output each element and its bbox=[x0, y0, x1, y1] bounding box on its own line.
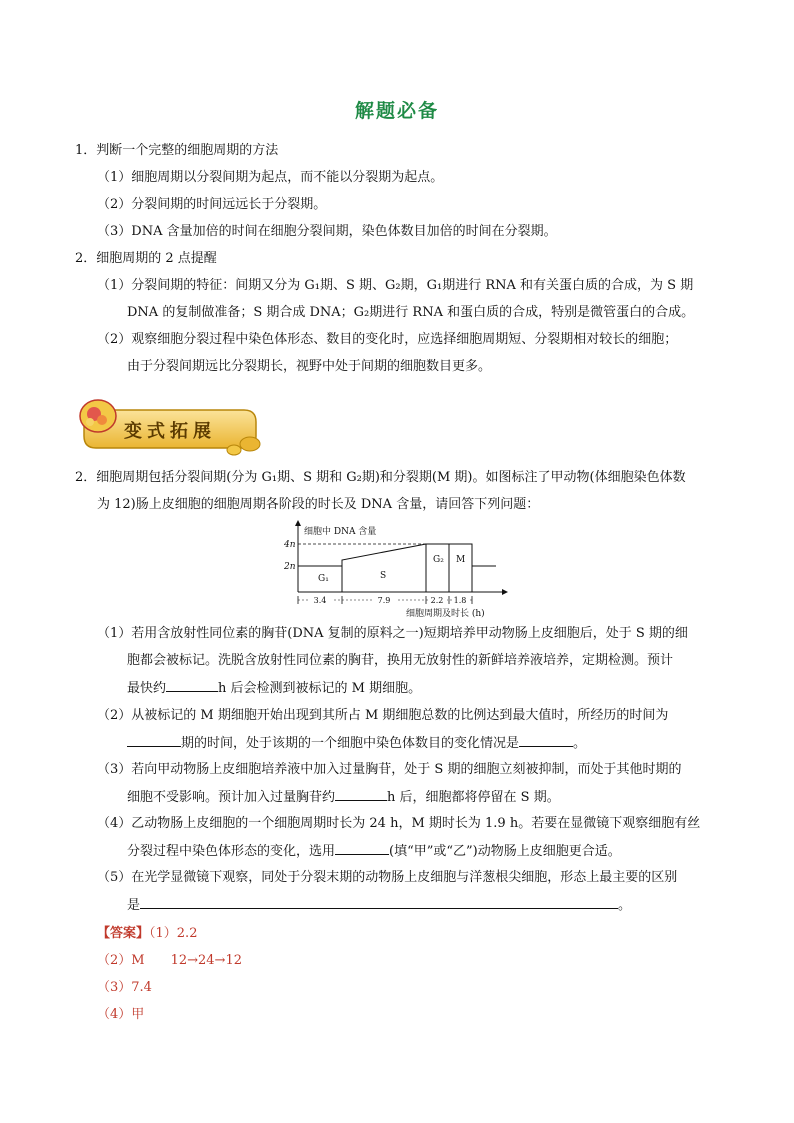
answer-blank-2a[interactable] bbox=[127, 734, 181, 747]
answer-2: （2）M 12→24→12 bbox=[97, 953, 242, 968]
method-heading: 1．判断一个完整的细胞周期的方法 bbox=[75, 143, 279, 158]
y-tick-2n: 2n bbox=[284, 562, 296, 572]
answer-blank-4[interactable] bbox=[335, 842, 389, 855]
duration-g1: 3.4 bbox=[313, 596, 327, 605]
reminder-1-line-1: （1）分裂间期的特征：间期又分为 G₁期、S 期、G₂期，G₁期进行 RNA 和有关蛋白质的合成，为 S 期 bbox=[97, 278, 694, 293]
phase-label-m: M bbox=[456, 555, 466, 565]
badge-label: 变式拓展 bbox=[124, 421, 216, 442]
sub1-line-1: （1）若用含放射性同位素的胸苷(DNA 复制的原料之一)短期培养甲动物肠上皮细胞后，处于 S 期的细 bbox=[97, 626, 688, 641]
sub4-line-2: 分裂过程中染色体形态的变化，选用 (填“甲”或“乙”)动物肠上皮细胞更合适。 bbox=[127, 844, 621, 859]
phase-label-g1: G₁ bbox=[318, 574, 329, 584]
sub3-line-2: 细胞不受影响。预计加入过量胸苷约 h 后，细胞都将停留在 S 期。 bbox=[127, 790, 560, 805]
page-title: 解题必备 bbox=[354, 100, 439, 122]
answer-blank-2b[interactable] bbox=[519, 734, 573, 747]
method-point-3: （3）DNA 含量加倍的时间在细胞分裂间期，染色体数目加倍的时间在分裂期。 bbox=[97, 224, 557, 239]
reminder-2-line-1: （2）观察细胞分裂过程中染色体形态、数目的变化时，应选择细胞周期短、分裂期相对较长的细胞； bbox=[97, 332, 678, 347]
figure-xlabel: 细胞周期及时长 (h) bbox=[406, 609, 485, 619]
question-intro-line-2: 为 12)肠上皮细胞的细胞周期各阶段的时长及 DNA 含量，请回答下列问题： bbox=[97, 497, 540, 512]
sub1-line-2: 胞都会被标记。洗脱含放射性同位素的胸苷，换用无放射性的新鲜培养液培养，定期检测。预计 bbox=[127, 653, 674, 668]
badge-ornament-icon bbox=[74, 392, 264, 464]
sub2-line-1: （2）从被标记的 M 期细胞开始出现到其所占 M 期细胞总数的比例达到最大值时，所经历的时间为 bbox=[97, 708, 669, 723]
answer-label: 【答案】 bbox=[97, 926, 150, 941]
duration-m: 1.8 bbox=[453, 596, 467, 605]
dna-content-line bbox=[298, 544, 496, 566]
y-axis-arrow-icon bbox=[295, 520, 301, 526]
answer-blank-3[interactable] bbox=[335, 788, 387, 801]
reminder-1-line-2: DNA 的复制做准备；S 期合成 DNA；G₂期进行 RNA 和蛋白质的合成，特别是微管蛋白的合成。 bbox=[127, 305, 695, 320]
variant-extension-badge bbox=[74, 392, 264, 464]
figure-ylabel: 细胞中 DNA 含量 bbox=[304, 527, 377, 537]
answer-blank-5[interactable] bbox=[140, 896, 618, 909]
reminder-heading: 2．细胞周期的 2 点提醒 bbox=[75, 251, 217, 266]
method-point-1: （1）细胞周期以分裂间期为起点，而不能以分裂期为起点。 bbox=[97, 170, 444, 185]
reminder-2-line-2: 由于分裂间期远比分裂期长，视野中处于间期的细胞数目更多。 bbox=[127, 359, 492, 374]
answer-3: （3）7.4 bbox=[97, 980, 152, 995]
answer-1: （1）2.2 bbox=[149, 926, 198, 941]
phase-label-g2: G₂ bbox=[433, 555, 444, 565]
sub5-line-1: （5）在光学显微镜下观察，同处于分裂末期的动物肠上皮细胞与洋葱根尖细胞，形态上最主要的区别 bbox=[97, 870, 678, 885]
method-point-2: （2）分裂间期的时间远远长于分裂期。 bbox=[97, 197, 327, 212]
duration-s: 7.9 bbox=[377, 596, 391, 605]
sub3-line-1: （3）若向甲动物肠上皮细胞培养液中加入过量胸苷，处于 S 期的细胞立刻被抑制，而处于其他时期的 bbox=[97, 762, 682, 777]
phase-label-s: S bbox=[380, 571, 387, 581]
sub1-line-3: 最快约 h 后会检测到被标记的 M 期细胞。 bbox=[127, 681, 422, 696]
question-intro-line-1: 2．细胞周期包括分裂间期(分为 G₁期、S 期和 G₂期)和分裂期(M 期)。如图标注了甲动物(体细胞染色体数 bbox=[75, 470, 686, 485]
dna-content-figure bbox=[282, 520, 512, 620]
x-axis-arrow-icon bbox=[502, 589, 508, 595]
answer-4: （4）甲 bbox=[97, 1007, 145, 1022]
answer-blank-1[interactable] bbox=[166, 679, 218, 692]
duration-g2: 2.2 bbox=[430, 596, 444, 605]
sub2-line-2: 期的时间，处于该期的一个细胞中染色体数目的变化情况是 。 bbox=[127, 734, 586, 753]
sub5-line-2: 是 。 bbox=[127, 898, 632, 913]
answer-line-1 bbox=[97, 925, 197, 943]
sub4-line-1: （4）乙动物肠上皮细胞的一个细胞周期时长为 24 h，M 期时长为 1.9 h。若要在显微镜下观察细胞有丝 bbox=[97, 816, 701, 831]
y-tick-4n: 4n bbox=[284, 540, 296, 550]
